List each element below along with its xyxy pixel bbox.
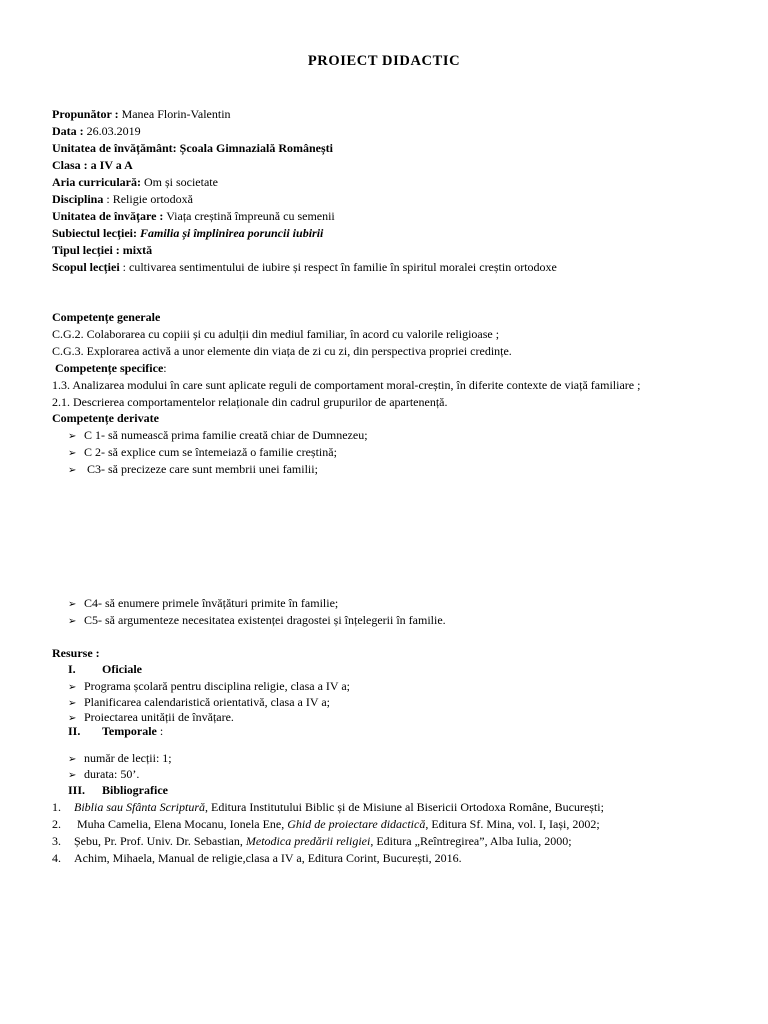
scopul-value: : cultivarea sentimentului de iubire și respect în familie în spiritul moralei creștin ortodoxe [119, 260, 557, 274]
bibliography-rest: , Editura „Reîntregirea”, Alba Iulia, 2000; [370, 834, 572, 848]
scopul-label: Scopul lecției [52, 260, 120, 274]
bibliografice-heading [68, 783, 168, 798]
arrow-bullet-icon: ➢ [68, 770, 77, 781]
oficiale-title: Oficiale [102, 662, 142, 676]
aria-value: Om și societate [140, 175, 218, 189]
aria-line [52, 175, 218, 190]
propunator-line [52, 107, 231, 122]
arrow-bullet-icon: ➢ [68, 431, 77, 442]
bibliography-italic-title: Biblia sau Sfânta Scriptură [74, 800, 206, 814]
competente-specifice-heading [55, 361, 167, 376]
unitate-label: Unitatea de învățământ: [52, 141, 177, 155]
temporale-text: durata: 50’. [84, 767, 140, 781]
competenta-specifica-item: 1.3. Analizarea modului în care sunt aplicate reguli de comportament moral-creștin, în diferite contexte de viață familiare ; [52, 378, 641, 392]
competente-generale-heading: Competențe generale [52, 310, 161, 324]
bibliography-rest: , Editura Institutului Biblic și de Misiune al Bisericii Ortodoxa Române, București; [205, 800, 604, 814]
aria-label: Aria curriculară: [52, 175, 141, 189]
competenta-derivata-item [68, 445, 337, 461]
bibliografice-number: III. [68, 783, 86, 797]
bibliography-rest: , Editura Sf. Mina, vol. I, Iași, 2002; [425, 817, 600, 831]
competenta-derivata-text: C 1- să numească prima familie creată chiar de Dumnezeu; [84, 428, 368, 442]
competenta-derivata-item [68, 462, 318, 478]
oficiale-number: I. [68, 662, 76, 676]
bibliography-number: 3. [52, 834, 61, 848]
oficiale-item [68, 679, 350, 695]
competenta-generala-item: C.G.3. Explorarea activă a unor elemente din viața de zi cu zi, din perspectiva propriei credințe. [52, 344, 512, 358]
clasa-line: Clasa : a IV a A [52, 158, 133, 172]
arrow-bullet-icon: ➢ [68, 616, 77, 627]
unitate-invatare-value: Viața creștină împreună cu semenii [163, 209, 335, 223]
subiect-line [52, 226, 323, 241]
bibliography-entry [52, 834, 572, 849]
oficiale-heading [68, 662, 142, 677]
arrow-bullet-icon: ➢ [68, 465, 77, 476]
data-line [52, 124, 141, 139]
bibliography-number: 1. [52, 800, 61, 814]
unitate-invatare-label: Unitatea de învățare : [52, 209, 164, 223]
tipul-line: Tipul lecției : mixtă [52, 243, 153, 257]
competente-specifice-label: Competențe specifice [55, 361, 164, 375]
temporale-item [68, 751, 172, 767]
arrow-bullet-icon: ➢ [68, 448, 77, 459]
page-title: PROIECT DIDACTIC [307, 53, 461, 69]
unitate-invatare-line [52, 209, 335, 224]
disciplina-label: Disciplina [52, 192, 104, 206]
temporale-colon: : [156, 724, 164, 738]
oficiale-item [68, 695, 330, 711]
competenta-derivata-text: C3- să precizeze care sunt membrii unei familii; [84, 462, 318, 476]
bibliography-number: 2. [52, 817, 61, 831]
competente-specifice-colon: : [163, 361, 167, 375]
temporale-title: Temporale [102, 724, 157, 738]
temporale-number: II. [68, 724, 81, 738]
competenta-derivata-item [68, 428, 368, 444]
disciplina-value: : Religie ortodoxă [103, 192, 194, 206]
oficiale-text: Programa școlară pentru disciplina religie, clasa a IV a; [84, 679, 351, 693]
bibliografice-title: Bibliografice [102, 783, 168, 797]
arrow-bullet-icon: ➢ [68, 682, 77, 693]
bibliography-italic-title: Metodica predării religiei [245, 834, 371, 848]
bibliography-entry [52, 817, 600, 832]
competenta-generala-item: C.G.2. Colaborarea cu copiii și cu adulții din mediul familiar, în acord cu valorile religioase ; [52, 327, 500, 341]
competenta-derivata-item [68, 596, 338, 612]
competenta-derivata-item [68, 613, 446, 629]
arrow-bullet-icon: ➢ [68, 599, 77, 610]
bibliography-number: 4. [52, 851, 61, 865]
arrow-bullet-icon: ➢ [68, 713, 77, 724]
arrow-bullet-icon: ➢ [68, 754, 77, 765]
competenta-specifica-item: 2.1. Descrierea comportamentelor relaționale din cadrul grupurilor de apartenență. [52, 395, 448, 409]
competenta-derivata-text: C4- să enumere primele învățături primite în familie; [84, 596, 339, 610]
scopul-line [52, 260, 557, 275]
temporale-heading [68, 724, 163, 739]
bibliography-entry [52, 851, 462, 866]
disciplina-line [52, 192, 193, 207]
oficiale-text: Planificarea calendaristică orientativă, clasa a IV a; [84, 695, 330, 709]
bibliography-italic-title: Ghid de proiectare didactică [287, 817, 426, 831]
bibliography-authors: Șebu, Pr. Prof. Univ. Dr. Sebastian, [74, 834, 246, 848]
bibliography-entry [52, 800, 604, 815]
resurse-heading: Resurse : [52, 646, 100, 660]
bibliography-authors: Achim, Mihaela, Manual de religie,clasa a IV a, Editura Corint, București, 2016. [74, 851, 462, 865]
propunator-value: Manea Florin-Valentin [118, 107, 231, 121]
unitate-line [52, 141, 333, 156]
arrow-bullet-icon: ➢ [68, 698, 77, 709]
competenta-derivata-text: C5- să argumenteze necesitatea existenței dragostei și înțelegerii în familie. [84, 613, 446, 627]
data-label: Data : [52, 124, 84, 138]
competente-derivate-heading: Competențe derivate [52, 411, 159, 425]
competenta-derivata-text: C 2- să explice cum se întemeiază o familie creștină; [84, 445, 337, 459]
temporale-item [68, 767, 139, 783]
oficiale-text: Proiectarea unității de învățare. [84, 710, 234, 724]
temporale-text: număr de lecții: 1; [84, 751, 172, 765]
bibliography-authors: Muha Camelia, Elena Mocanu, Ionela Ene, [74, 817, 288, 831]
unitate-value: Școala Gimnazială Românești [176, 141, 333, 155]
data-value: 26.03.2019 [83, 124, 141, 138]
propunator-label: Propunător : [52, 107, 119, 121]
subiect-label: Subiectul lecției: [52, 226, 137, 240]
subiect-value: Familia și împlinirea poruncii iubirii [136, 226, 324, 240]
